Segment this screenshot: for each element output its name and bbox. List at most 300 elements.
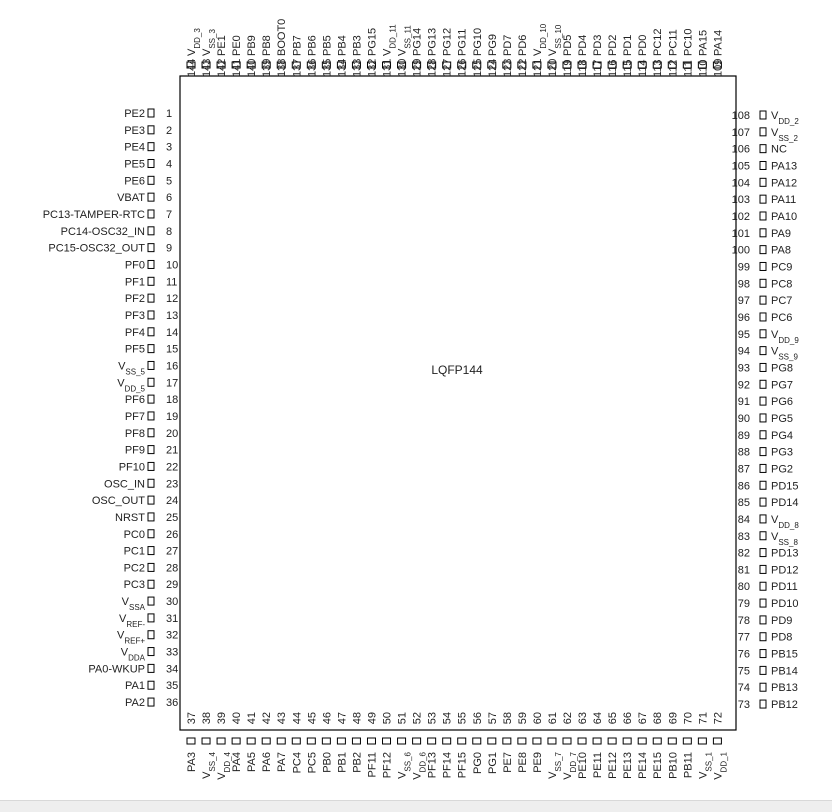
pin-name bbox=[771, 144, 787, 156]
pin-name-main: V bbox=[771, 126, 779, 139]
pin-number: 94 bbox=[737, 345, 750, 358]
pin bbox=[216, 35, 228, 77]
pin bbox=[125, 428, 178, 440]
pin-name bbox=[771, 430, 793, 442]
pin-number: 44 bbox=[291, 712, 304, 725]
pin-name-main: PB9 bbox=[246, 35, 259, 56]
pin-pad bbox=[322, 738, 330, 744]
pin-number: 105 bbox=[731, 160, 750, 173]
pin bbox=[366, 712, 378, 777]
pin-pad bbox=[148, 479, 154, 487]
pin-name bbox=[186, 752, 198, 772]
pin bbox=[246, 712, 258, 772]
pin-name-main: PB1 bbox=[336, 752, 349, 773]
pin-name bbox=[592, 35, 604, 56]
pin-name bbox=[231, 35, 243, 56]
pin-name-main: PF11 bbox=[366, 752, 379, 778]
pin-pad bbox=[367, 738, 375, 744]
pin-pad bbox=[760, 683, 766, 691]
pin-name-main: PB15 bbox=[771, 648, 798, 661]
pin-name bbox=[336, 752, 348, 773]
pin-name bbox=[771, 194, 796, 206]
pin-pad bbox=[247, 738, 255, 744]
pin-name-main: PB12 bbox=[771, 699, 798, 712]
pin bbox=[201, 712, 217, 779]
pin-name-main: V bbox=[411, 772, 424, 780]
pin bbox=[119, 613, 178, 629]
pin bbox=[88, 663, 178, 675]
pin-name bbox=[321, 752, 333, 773]
pin bbox=[92, 495, 178, 507]
pin-name-main: PA0-WKUP bbox=[88, 663, 145, 676]
pin bbox=[124, 142, 172, 154]
pin-pad bbox=[148, 378, 154, 386]
pin-number: 134 bbox=[336, 58, 349, 77]
package-body bbox=[180, 76, 736, 730]
pin-number: 82 bbox=[737, 547, 750, 560]
pin-number: 8 bbox=[166, 225, 173, 238]
pin-name bbox=[125, 276, 145, 288]
pin-name-main: PA13 bbox=[771, 160, 798, 173]
pin-name bbox=[117, 630, 145, 646]
pin-number: 6 bbox=[166, 192, 173, 205]
pin-name-main: PD5 bbox=[562, 34, 574, 56]
pin-number: 122 bbox=[516, 58, 529, 77]
pin-name bbox=[532, 23, 548, 56]
pin-name-main: PA15 bbox=[697, 29, 710, 56]
pin bbox=[321, 712, 333, 773]
pin-pad bbox=[668, 738, 676, 744]
pin-name bbox=[771, 463, 793, 475]
pin-pad bbox=[760, 599, 766, 607]
pin bbox=[291, 712, 303, 773]
pin bbox=[124, 175, 172, 187]
pin-name bbox=[125, 327, 145, 339]
pin-pad bbox=[148, 496, 154, 504]
pin-name bbox=[276, 19, 288, 56]
pin-pad bbox=[760, 549, 766, 557]
pin-name-main: PF15 bbox=[456, 752, 469, 779]
pin-number: 64 bbox=[592, 712, 605, 725]
pin-pad bbox=[638, 738, 646, 744]
pin-number: 99 bbox=[737, 261, 750, 274]
pin-pad bbox=[760, 616, 766, 624]
pin-number: 136 bbox=[306, 58, 319, 77]
pin-name bbox=[547, 24, 563, 56]
pin-pad bbox=[187, 738, 195, 744]
pin-name bbox=[412, 28, 424, 56]
pin-name bbox=[771, 699, 798, 711]
pin-name-main: PE10 bbox=[577, 752, 590, 779]
pin-pad bbox=[148, 210, 154, 218]
pin-name-main: PF5 bbox=[124, 343, 145, 356]
pin-number: 143 bbox=[201, 58, 214, 77]
pin bbox=[517, 712, 529, 773]
pin-name bbox=[771, 295, 792, 307]
pin-number: 61 bbox=[546, 712, 559, 725]
pin-pad bbox=[428, 738, 436, 744]
pin-number: 96 bbox=[737, 311, 750, 324]
pin-name bbox=[117, 377, 145, 393]
pin-pad bbox=[760, 229, 766, 237]
pin-name bbox=[61, 226, 145, 238]
pin-number: 97 bbox=[737, 295, 750, 308]
pin bbox=[738, 665, 798, 677]
pin bbox=[124, 108, 172, 120]
pin bbox=[104, 478, 178, 490]
pin-number: 54 bbox=[441, 712, 454, 725]
pin-name bbox=[117, 192, 145, 204]
pin-number: 48 bbox=[351, 712, 364, 725]
pin-pad bbox=[148, 176, 154, 184]
pin-pad bbox=[488, 738, 496, 744]
pin-name bbox=[124, 562, 145, 574]
pin-name bbox=[124, 158, 145, 170]
pin-name bbox=[92, 495, 145, 507]
pin-pad bbox=[760, 212, 766, 220]
pin-number: 11 bbox=[166, 276, 178, 289]
pin-pad bbox=[760, 481, 766, 489]
pin-number: 32 bbox=[166, 629, 179, 642]
pin-name bbox=[336, 35, 348, 56]
pin-name-main: V bbox=[546, 771, 559, 779]
pin bbox=[738, 329, 800, 345]
pin bbox=[732, 110, 800, 126]
pin-name-main: V bbox=[697, 771, 710, 779]
pin-pad bbox=[760, 330, 766, 338]
pin-name-subscript: REF- bbox=[126, 619, 145, 629]
pin-name bbox=[771, 497, 799, 509]
pin bbox=[397, 712, 413, 779]
pin bbox=[427, 712, 439, 778]
pin bbox=[246, 35, 258, 77]
pin-name bbox=[771, 649, 798, 661]
pin-name bbox=[771, 615, 792, 627]
pin-name-main: PF3 bbox=[124, 309, 145, 322]
pin-number: 95 bbox=[737, 328, 750, 341]
pin-pad bbox=[217, 738, 225, 744]
pin bbox=[732, 245, 791, 257]
pin bbox=[682, 28, 694, 77]
pin-name-main: PG5 bbox=[771, 412, 794, 425]
pin-name-main: PB6 bbox=[306, 35, 319, 56]
pin-number: 140 bbox=[246, 58, 259, 77]
pin bbox=[487, 34, 499, 77]
pin bbox=[667, 29, 679, 77]
pin-number: 21 bbox=[166, 444, 179, 457]
pin bbox=[261, 712, 273, 772]
pin-number: 7 bbox=[166, 208, 173, 221]
pin-number: 42 bbox=[261, 712, 274, 725]
pin bbox=[682, 712, 694, 778]
pin-name-main: PG13 bbox=[426, 27, 439, 56]
pin-name-main: PD12 bbox=[771, 564, 799, 577]
pin-pad bbox=[760, 666, 766, 674]
pin-name-main: PF7 bbox=[124, 410, 145, 423]
pin-name-main: PA2 bbox=[125, 697, 145, 710]
pin-number: 22 bbox=[166, 461, 179, 474]
pin bbox=[622, 712, 634, 779]
pin-name bbox=[291, 752, 303, 773]
pin-name-main: PD11 bbox=[771, 581, 798, 594]
pin bbox=[738, 346, 799, 362]
pin-name bbox=[246, 752, 258, 772]
pin-number: 110 bbox=[697, 59, 710, 77]
pin-name-main: PG11 bbox=[456, 28, 469, 56]
pin-number: 85 bbox=[737, 497, 750, 510]
pin-name bbox=[472, 752, 484, 774]
pin-number: 33 bbox=[166, 646, 179, 659]
pin-number: 87 bbox=[737, 463, 750, 476]
pin-pad bbox=[148, 597, 154, 605]
pin-name-main: PE13 bbox=[622, 752, 635, 779]
pin-name-main: PC4 bbox=[291, 752, 304, 774]
pin-name bbox=[771, 581, 798, 593]
pin-pad bbox=[760, 195, 766, 203]
pin-name-main: PF14 bbox=[441, 752, 454, 779]
pin-pad bbox=[653, 738, 661, 744]
pin bbox=[738, 497, 799, 509]
pin-name-main: PB4 bbox=[336, 35, 349, 56]
pin-name-main: V bbox=[546, 48, 559, 56]
pin bbox=[412, 712, 428, 780]
pin-name bbox=[306, 35, 318, 56]
pin-name-subscript: SS_8 bbox=[778, 537, 798, 547]
pin bbox=[547, 24, 563, 77]
pin bbox=[125, 445, 178, 457]
top-pin-row bbox=[186, 19, 724, 77]
pin-name-subscript: DD_2 bbox=[778, 116, 799, 126]
pin bbox=[532, 712, 544, 773]
pin bbox=[562, 35, 574, 77]
pin-name bbox=[231, 752, 243, 772]
pin bbox=[637, 35, 649, 77]
pin-name-main: PE12 bbox=[607, 752, 620, 779]
pin-number: 79 bbox=[737, 598, 750, 611]
pin-name-main: V bbox=[771, 530, 779, 543]
pin bbox=[562, 712, 578, 780]
pin-number: 71 bbox=[697, 712, 710, 725]
pin-name bbox=[472, 28, 484, 56]
pin-name-subscript: REF+ bbox=[124, 636, 145, 646]
pin-name bbox=[125, 428, 145, 440]
pin bbox=[738, 581, 798, 593]
pin bbox=[412, 28, 424, 77]
pin-name bbox=[276, 752, 288, 772]
pin-name-subscript: SS_4 bbox=[207, 752, 217, 772]
pin-name-main: PE9 bbox=[531, 752, 544, 773]
pin-name bbox=[532, 752, 544, 773]
pin-name-main: PG4 bbox=[771, 429, 794, 442]
right-pin-row bbox=[732, 110, 800, 711]
pin-name bbox=[125, 310, 145, 322]
pin-pad bbox=[760, 246, 766, 254]
pin-number: 29 bbox=[166, 579, 179, 592]
pin-name bbox=[246, 35, 258, 56]
pin-number: 68 bbox=[652, 712, 665, 725]
pin-name-main: PA9 bbox=[771, 227, 791, 240]
pin-name-main: PD6 bbox=[516, 34, 529, 56]
pin-name bbox=[125, 344, 145, 356]
pin-name bbox=[125, 445, 145, 457]
pin-number: 115 bbox=[622, 59, 635, 77]
pin-pad bbox=[148, 345, 154, 353]
pin-pad bbox=[760, 145, 766, 153]
pin-name-main: PD9 bbox=[771, 614, 793, 627]
pin bbox=[738, 699, 798, 711]
pin-name bbox=[366, 28, 378, 56]
pin-name bbox=[637, 35, 649, 56]
pin bbox=[738, 598, 799, 610]
pin-name-main: V bbox=[120, 646, 129, 659]
pin-number: 53 bbox=[426, 712, 439, 725]
pin-name bbox=[48, 243, 145, 255]
pin-name-subscript: DD_9 bbox=[778, 335, 799, 345]
pin-number: 40 bbox=[231, 712, 244, 725]
package-label: LQFP144 bbox=[431, 363, 483, 377]
pin bbox=[592, 35, 604, 77]
pin-number: 101 bbox=[731, 227, 750, 240]
pin-pad bbox=[413, 738, 421, 744]
pin-name bbox=[351, 752, 363, 773]
pin-name-main: PC9 bbox=[771, 261, 793, 274]
pin-number: 133 bbox=[351, 58, 364, 77]
pin-name bbox=[124, 108, 145, 120]
pin bbox=[216, 712, 232, 780]
pin-number: 37 bbox=[186, 712, 198, 725]
pin-name bbox=[118, 360, 145, 376]
pin bbox=[738, 463, 793, 475]
pin bbox=[261, 35, 273, 77]
pin-number: 73 bbox=[737, 699, 750, 712]
pin-pad bbox=[148, 227, 154, 235]
pin-number: 49 bbox=[366, 712, 379, 725]
pin bbox=[43, 209, 172, 221]
pin-number: 59 bbox=[516, 712, 529, 725]
pin-name-main: PB10 bbox=[667, 752, 680, 779]
pin-name bbox=[43, 209, 145, 221]
pin-number: 106 bbox=[731, 143, 750, 156]
bottom-pin-row bbox=[186, 712, 728, 780]
pin-number: 63 bbox=[577, 712, 590, 725]
pin-pad bbox=[148, 462, 154, 470]
pin-number: 10 bbox=[166, 259, 179, 272]
pin-pad bbox=[292, 738, 300, 744]
pin-pad bbox=[148, 109, 154, 117]
pin-name-main: V bbox=[118, 612, 127, 625]
pin-pad bbox=[713, 738, 721, 744]
pin-name-subscript: SS_6 bbox=[403, 752, 413, 772]
pin-number: 31 bbox=[166, 612, 179, 625]
pin-number: 14 bbox=[166, 326, 179, 339]
pin-name-main: PF1 bbox=[124, 276, 145, 289]
pin-name-main: V bbox=[771, 110, 779, 122]
pin-name bbox=[771, 665, 798, 677]
pin-name-main: V bbox=[121, 596, 129, 609]
pin bbox=[738, 278, 793, 290]
pin-name bbox=[771, 632, 792, 644]
pin-name bbox=[382, 752, 394, 778]
pin-pad bbox=[337, 738, 345, 744]
pin-pad bbox=[148, 311, 154, 319]
pin bbox=[732, 144, 787, 156]
pin-name bbox=[88, 663, 145, 675]
pin-name-main: PG12 bbox=[441, 27, 454, 56]
pin-name bbox=[771, 211, 797, 223]
pin-number: 56 bbox=[471, 712, 484, 725]
pin bbox=[125, 327, 178, 339]
pin-number: 90 bbox=[737, 412, 750, 425]
pin-name bbox=[771, 379, 793, 391]
pin-number: 38 bbox=[201, 712, 214, 725]
pin-name-main: PE5 bbox=[124, 158, 145, 171]
pin-name-subscript: DD_4 bbox=[222, 752, 232, 773]
pin-name bbox=[261, 752, 273, 772]
pin-name-subscript: SSA bbox=[128, 602, 145, 612]
pin-pad bbox=[760, 161, 766, 169]
pin-name-main: PD2 bbox=[607, 34, 620, 56]
pin-name-main: PC8 bbox=[771, 278, 793, 291]
pin-number: 24 bbox=[166, 495, 179, 508]
pin bbox=[124, 529, 179, 541]
pin-name-main: PE2 bbox=[124, 108, 145, 120]
pin-number: 116 bbox=[607, 59, 620, 77]
pin-name bbox=[291, 35, 303, 56]
pin-number: 86 bbox=[737, 480, 750, 493]
pin-name bbox=[412, 751, 428, 779]
pin-name-main: PG9 bbox=[486, 33, 499, 56]
pin bbox=[517, 35, 529, 77]
pin-number: 34 bbox=[166, 663, 179, 676]
pin-name-main: PE1 bbox=[216, 35, 229, 56]
pin-name-main: PC11 bbox=[667, 29, 680, 56]
pin bbox=[502, 712, 514, 773]
pin-pad bbox=[307, 738, 315, 744]
pin-number: 16 bbox=[166, 360, 179, 373]
pin-name-main: PA6 bbox=[261, 752, 274, 772]
pin-name bbox=[442, 28, 454, 56]
pin bbox=[738, 295, 793, 307]
pin-number: 118 bbox=[577, 59, 590, 77]
pin-name bbox=[124, 175, 145, 187]
pin bbox=[382, 712, 394, 778]
pin-name bbox=[622, 35, 634, 56]
pin-name-main: V bbox=[396, 48, 409, 56]
pin-pad bbox=[760, 296, 766, 304]
pin-name bbox=[457, 752, 469, 778]
pin-name-main: BOOT0 bbox=[276, 18, 289, 56]
pin-number: 1 bbox=[166, 108, 173, 120]
pin-name-main: PF13 bbox=[426, 752, 439, 779]
pin-name bbox=[366, 752, 378, 777]
pin-name-subscript: SS_9 bbox=[778, 352, 798, 362]
pin-name bbox=[119, 461, 145, 473]
pin-pad bbox=[148, 328, 154, 336]
pin-number: 144 bbox=[186, 58, 198, 77]
pin bbox=[652, 712, 664, 779]
pin-name-main: PE11 bbox=[592, 752, 605, 779]
pin-pad bbox=[352, 738, 360, 744]
pin-name-main: V bbox=[562, 772, 574, 780]
pin bbox=[351, 35, 363, 77]
pin-pad bbox=[760, 380, 766, 388]
pin-number: 137 bbox=[291, 58, 304, 77]
pin bbox=[186, 712, 198, 772]
pin-name bbox=[622, 752, 634, 779]
pin-number: 36 bbox=[166, 697, 179, 710]
pin bbox=[738, 447, 793, 459]
pin-pad bbox=[148, 159, 154, 167]
